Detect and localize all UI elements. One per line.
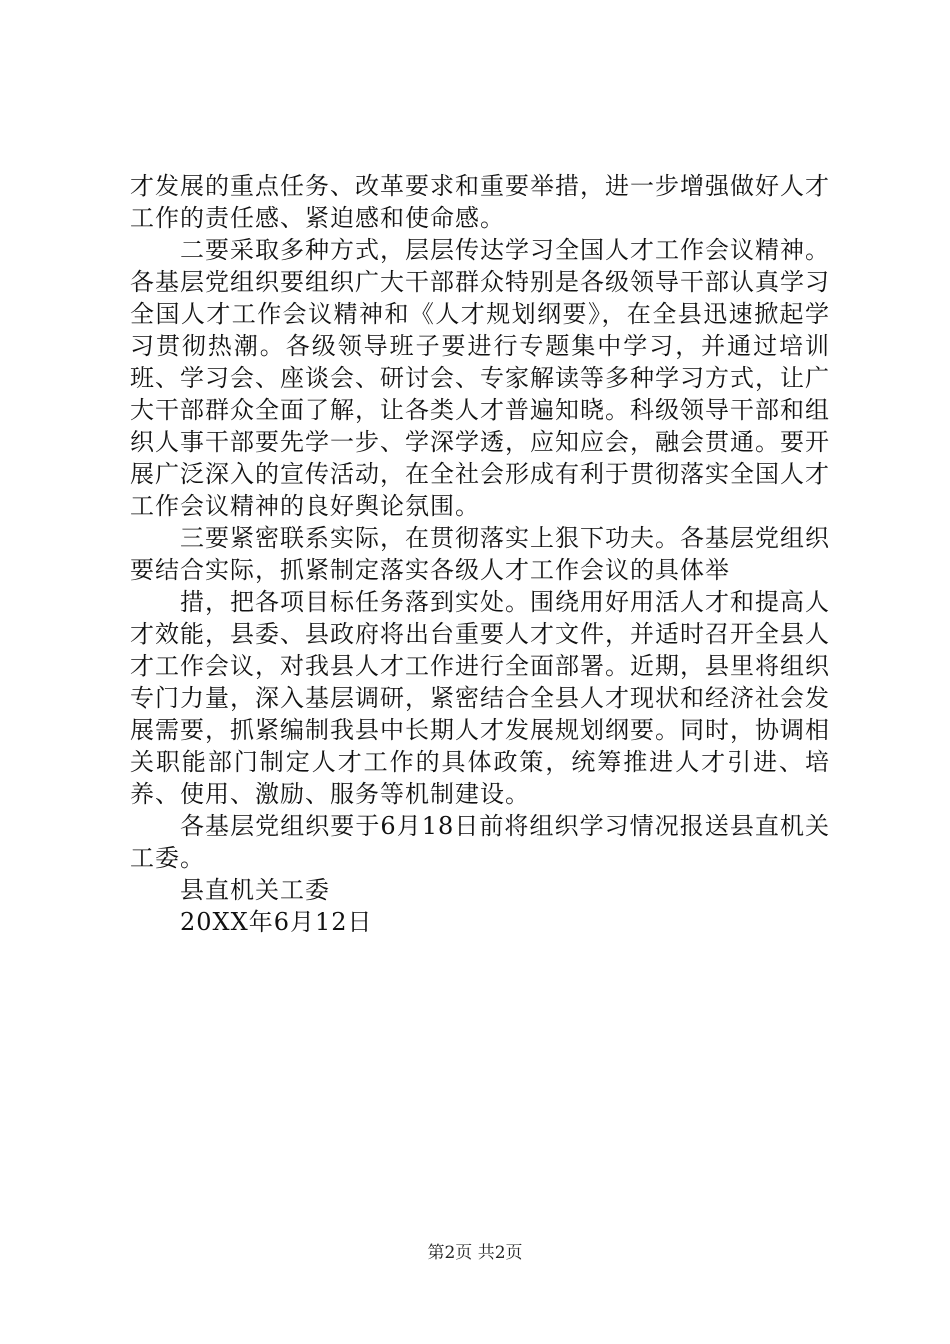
- document-body: [130, 170, 830, 938]
- signature-organization: 县直机关工委: [180, 876, 330, 904]
- paragraph-2: 二要采取多种方式，层层传达学习全国人才工作会议精神。各基层党组织要组织广大干部群众特别是各级领导干部认真学习全国人才工作会议精神和《人才规划纲要》，在全县迅速掀起学习贯彻热潮。各级领导班子要进行专题集中学习，并通过培训班、学习会、座谈会、研讨会、专家解读等多种学习方式，让广大干部群众全面了解，让各类人才普遍知晓。科级领导干部和组织人事干部要先学一步、学深学透，应知应会，融会贯通。要开展广泛深入的宣传活动，在全社会形成有利于贯彻落实全国人才工作会议精神的良好舆论氛围。: [130, 236, 830, 520]
- paragraph-1: 才发展的重点任务、改革要求和重要举措，进一步增强做好人才工作的责任感、紧迫感和使命感。: [130, 172, 830, 232]
- paragraph-5: 各基层党组织要于6月18日前将组织学习情况报送县直机关工委。: [130, 812, 830, 872]
- paragraph-3: 三要紧密联系实际，在贯彻落实上狠下功夫。各基层党组织要结合实际，抓紧制定落实各级人才工作会议的具体举: [130, 524, 830, 584]
- paragraph-4: 措，把各项目标任务落到实处。围绕用好用活人才和提高人才效能，县委、县政府将出台重要人才文件，并适时召开全县人才工作会议，对我县人才工作进行全面部署。近期，县里将组织专门力量，深入基层调研，紧密结合全县人才现状和经济社会发展需要，抓紧编制我县中长期人才发展规划纲要。同时，协调相关职能部门制定人才工作的具体政策，统筹推进人才引进、培养、使用、激励、服务等机制建设。: [130, 588, 830, 808]
- page-number-footer: 第2页 共2页: [427, 1243, 523, 1263]
- signature-date: 20XX年6月12日: [180, 908, 373, 936]
